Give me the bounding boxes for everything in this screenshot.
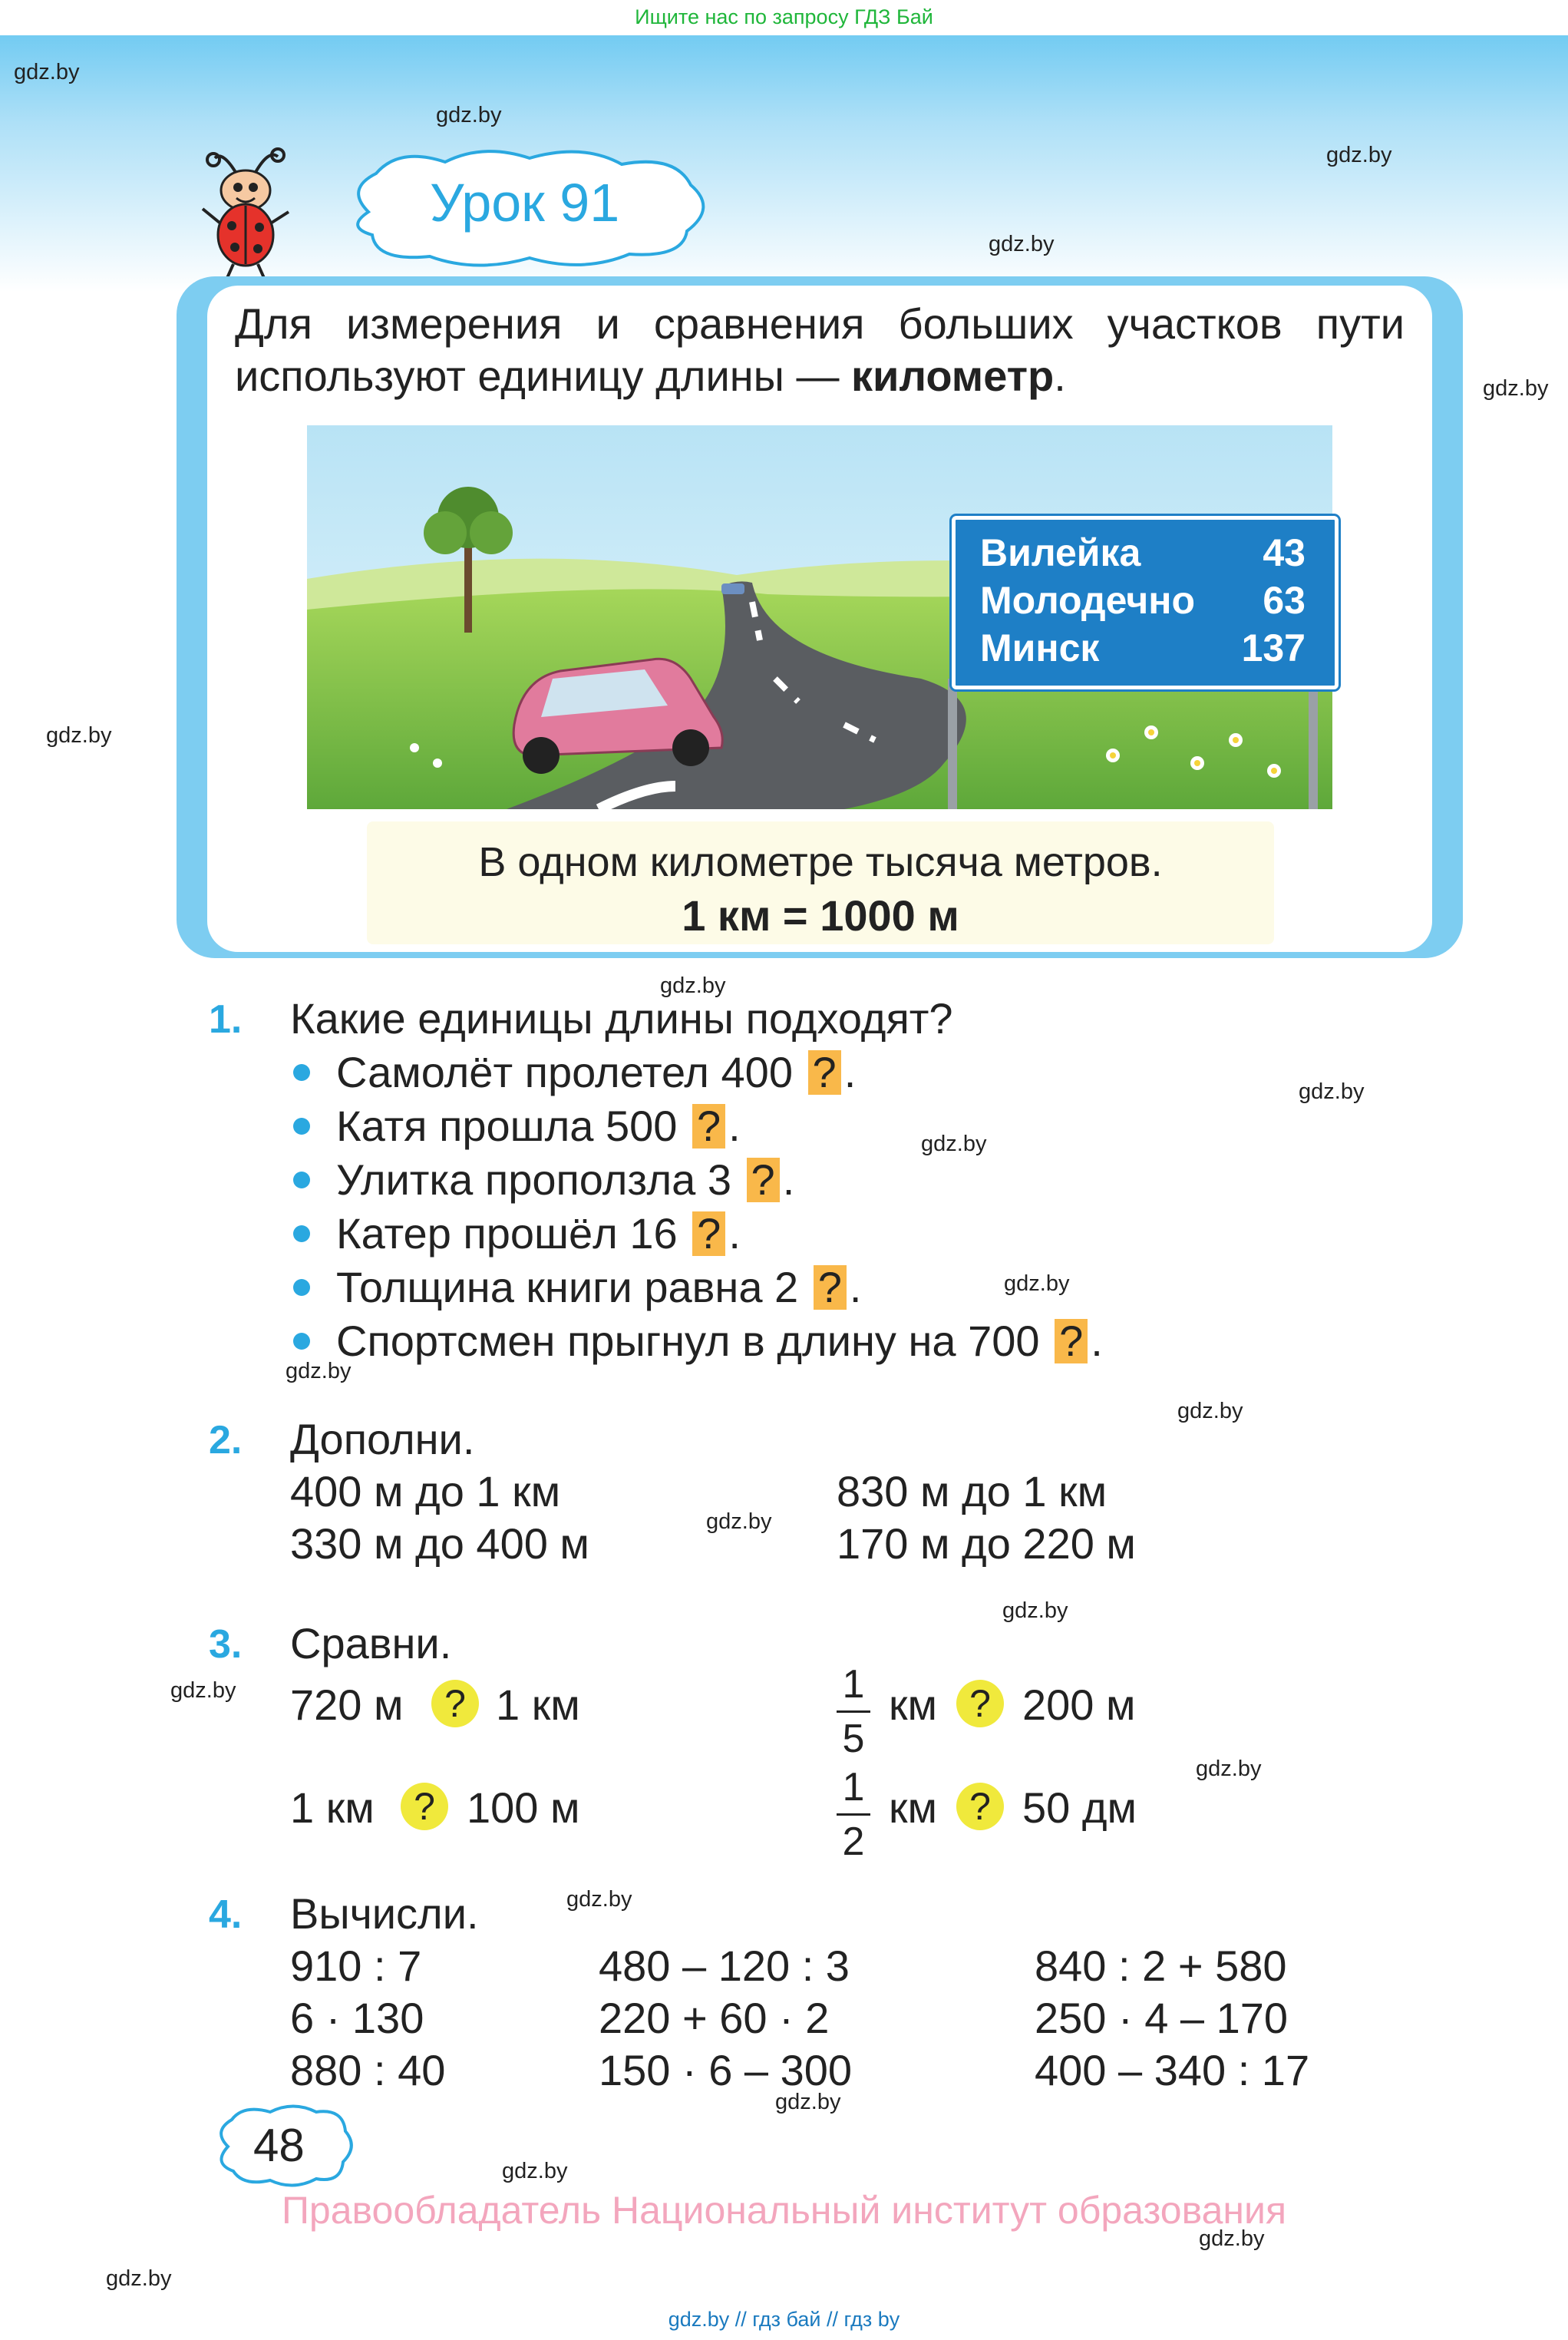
compare-left-operand: 1 км	[290, 1783, 375, 1832]
task-1-item: Катер прошёл 16 ? .	[336, 1209, 741, 1258]
question-mark-icon[interactable]: ?	[956, 1680, 1004, 1727]
expression: 480 – 120 : 3	[599, 1942, 850, 1990]
task-1-title: Какие единицы длины подходят?	[290, 994, 953, 1043]
task-3-number: 3.	[209, 1622, 243, 1667]
task-1-item: Улитка проползла 3 ? .	[336, 1155, 795, 1204]
compare-right-operand: 50 дм	[1022, 1783, 1137, 1832]
watermark: gdz.by	[1004, 1271, 1070, 1296]
sign-city: Минск	[980, 626, 1100, 669]
task-1-item: Самолёт пролетел 400 ? .	[336, 1048, 857, 1096]
fraction-numerator: 1	[842, 1765, 865, 1810]
bullet-icon	[293, 1333, 310, 1350]
bullet-icon	[293, 1225, 310, 1242]
task-2-item: 170 м до 220 м	[837, 1519, 1136, 1568]
task-1-item: Спортсмен прыгнул в длину на 700 ? .	[336, 1317, 1103, 1365]
watermark: gdz.by	[170, 1678, 236, 1703]
expression: 250 · 4 – 170	[1035, 1994, 1289, 2042]
watermark: gdz.by	[106, 2266, 172, 2291]
task-2-title: Дополни.	[290, 1415, 475, 1463]
sign-city: Вилейка	[980, 531, 1141, 574]
watermark: gdz.by	[1002, 1598, 1068, 1623]
sign-distance: 63	[1263, 579, 1306, 622]
fraction	[837, 1661, 870, 1762]
fact-formula: 1 км = 1000 м	[682, 891, 959, 940]
page-number: 48	[253, 2120, 305, 2171]
watermark: gdz.by	[1177, 1399, 1243, 1423]
fact-line: В одном километре тысяча метров.	[478, 839, 1163, 885]
fraction	[837, 1764, 870, 1865]
task-2-number: 2.	[209, 1418, 243, 1462]
watermark: gdz.by	[14, 60, 80, 84]
watermark: gdz.by	[566, 1887, 632, 1912]
watermark: gdz.by	[921, 1132, 987, 1156]
bullet-icon	[293, 1118, 310, 1135]
question-mark-icon[interactable]: ?	[808, 1050, 841, 1095]
task-1-number: 1.	[209, 997, 243, 1042]
expression: 880 : 40	[290, 2046, 446, 2094]
bullet-icon	[293, 1064, 310, 1081]
sign-city: Молодечно	[980, 579, 1196, 622]
question-mark-icon[interactable]: ?	[814, 1265, 847, 1310]
task-3-title: Сравни.	[290, 1619, 452, 1667]
bullet-icon	[293, 1172, 310, 1188]
watermark: gdz.by	[502, 2159, 568, 2183]
top-banner: Ищите нас по запросу ГДЗ Бай	[0, 0, 1568, 35]
watermark: gdz.by	[1199, 2226, 1265, 2251]
expression: 220 + 60 · 2	[599, 1994, 830, 2042]
watermark: gdz.by	[1326, 143, 1392, 167]
compare-right-operand: 1 км	[496, 1681, 580, 1729]
question-mark-icon[interactable]: ?	[956, 1783, 1004, 1830]
lesson-title: Урок 91	[430, 173, 620, 233]
task-2-item: 830 м до 1 км	[837, 1467, 1108, 1515]
question-mark-icon[interactable]: ?	[1055, 1319, 1088, 1363]
fraction-unit: км	[889, 1681, 937, 1729]
fraction-denominator: 2	[842, 1819, 865, 1864]
bottom-links[interactable]: gdz.by // гдз бай // гдз by	[668, 2308, 900, 2331]
watermark: gdz.by	[46, 723, 112, 748]
watermark: gdz.by	[706, 1509, 772, 1534]
expression: 400 – 340 : 17	[1035, 2046, 1310, 2094]
watermark: gdz.by	[775, 2090, 841, 2114]
task-1-item: Катя прошла 500 ? .	[336, 1102, 741, 1150]
watermark: gdz.by	[989, 232, 1055, 256]
compare-right-operand: 100 м	[467, 1783, 580, 1832]
sign-distance: 137	[1241, 626, 1306, 669]
watermark: gdz.by	[286, 1359, 352, 1383]
expression: 840 : 2 + 580	[1035, 1942, 1287, 1990]
road-sign	[952, 516, 1339, 689]
question-mark-icon[interactable]: ?	[692, 1211, 725, 1256]
intro-term: километр	[851, 352, 1055, 400]
expression: 910 : 7	[290, 1942, 422, 1990]
fraction-denominator: 5	[842, 1717, 865, 1761]
question-mark-icon[interactable]: ?	[692, 1104, 725, 1149]
task-2-item: 400 м до 1 км	[290, 1467, 561, 1515]
task-1-item: Толщина книги равна 2 ? .	[336, 1263, 862, 1311]
expression: 150 · 6 – 300	[599, 2046, 853, 2094]
watermark: gdz.by	[436, 103, 502, 127]
sign-distance: 43	[1263, 531, 1306, 574]
fraction-numerator: 1	[842, 1662, 865, 1707]
fraction-unit: км	[889, 1783, 937, 1832]
copyright-line: Правообладатель Национальный институт образования	[281, 2189, 1287, 2232]
compare-left-operand: 720 м	[290, 1681, 404, 1729]
question-mark-icon[interactable]: ?	[401, 1783, 448, 1830]
task-4-number: 4.	[209, 1892, 243, 1937]
expression: 6 · 130	[290, 1994, 424, 2042]
task-4-title: Вычисли.	[290, 1889, 479, 1938]
watermark: gdz.by	[660, 973, 726, 998]
watermark: gdz.by	[1299, 1079, 1365, 1104]
watermark: gdz.by	[1196, 1757, 1262, 1781]
watermark: gdz.by	[1483, 376, 1549, 401]
intro-text: Для измерения и сравнения больших участков пути используют единицу длины — километр.	[235, 299, 1405, 400]
question-mark-icon[interactable]: ?	[747, 1158, 780, 1202]
task-2-item: 330 м до 400 м	[290, 1519, 589, 1568]
compare-right-operand: 200 м	[1022, 1681, 1136, 1729]
ladybug-mascot	[192, 143, 299, 281]
fact-box	[367, 821, 1274, 944]
bullet-icon	[293, 1279, 310, 1296]
question-mark-icon[interactable]: ?	[431, 1680, 479, 1727]
